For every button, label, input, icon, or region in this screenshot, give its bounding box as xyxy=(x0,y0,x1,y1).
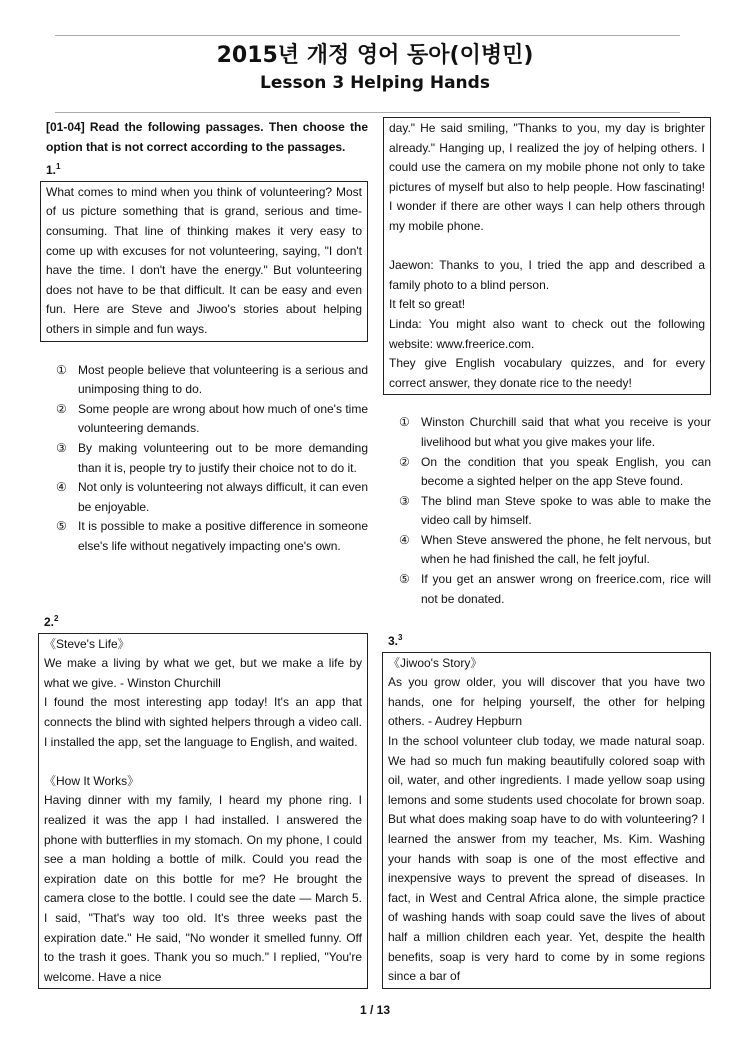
option-mark: ④ xyxy=(56,480,67,495)
option-mark: ③ xyxy=(56,440,67,455)
left-column xyxy=(40,118,368,556)
passage-paragraph: In the school volunteer club today, we made natural soap. We had so much fun making beautifully colored soap with oil, water, and other ingredients. I made yellow soap using lemons and some students used chocolate for brown soap. But what does making soap have to do with volunteering? I learned the answer from my teacher, Ms. Kim. Washing your hands with soap is one of the most effective and inexpensive ways to prevent the spread of diseases. In fact, in West and Central Africa alone, the simple practice of washing hands with soap could save the lives of about half a million children each year. Yet, despite the health benefits, soap is very hard to come by in some regions since a bar of xyxy=(388,733,705,984)
question-1-number xyxy=(40,157,368,181)
passage-paragraph: It felt so great! xyxy=(389,297,466,312)
option-3[interactable] xyxy=(383,492,711,531)
passage-2-box-part2 xyxy=(383,117,711,395)
section-heading: 《Jiwoo's Story》 xyxy=(388,655,483,670)
option-text: The blind man Steve spoke to was able to make the video call by himself. xyxy=(421,493,711,528)
option-text: On the condition that you speak English, you can become a sighted helper on the app Steve found. xyxy=(421,454,711,489)
option-text: By making volunteering out to be more demanding than it is, people try to justify their choice not to do it. xyxy=(78,440,368,475)
option-2[interactable] xyxy=(383,453,711,492)
passage-paragraph: What comes to mind when you think of volunteering? Most of us picture something that is grand, serious and time-consuming. That line of thinking makes it very easy to come up with excuses for not volunteering, saying, "I don't have the time. I don't have the energy." But volunteering does not have to be that difficult. It can be easy and even fun. Here are Steve and Jiwoo's stories about helping others in simple and fun ways. xyxy=(46,184,362,336)
passage-paragraph: Linda: You might also want to check out the following website: www.freerice.com. xyxy=(389,316,705,351)
passage-1-box xyxy=(40,181,368,342)
passage-paragraph: We make a living by what we get, but we make a life by what we give. - Winston Churchill xyxy=(44,656,362,690)
passage-paragraph: Having dinner with my family, I heard my phone ring. I realized it was the app I had installed. I answered the phone with butterflies in my stomach. On my phone, I could see a man holding a bottle of milk. Could you read the expiration date on this bottle for me? He brought the camera close to the bottle. I could see the date — March 5. I said, "That's way too old. It's three weeks past the expiration date." He said, "No wonder it smelled funny. Off to the trash it goes. Thank you so much." I replied, "You're welcome. Have a nice xyxy=(44,793,362,984)
blank-line xyxy=(44,752,362,772)
option-4[interactable] xyxy=(383,531,711,570)
passage-paragraph: They give English vocabulary quizzes, and for every correct answer, they donate rice to the needy! xyxy=(389,356,705,390)
option-text: Not only is volunteering not always difficult, it can even be enjoyable. xyxy=(78,480,368,514)
question-2-number xyxy=(38,609,368,633)
footnote-marker: 2 xyxy=(54,614,59,623)
option-5[interactable] xyxy=(383,570,711,609)
option-1[interactable] xyxy=(40,361,368,400)
option-5[interactable] xyxy=(40,517,368,556)
option-mark: ① xyxy=(56,362,67,377)
passage-paragraph: Jaewon: Thanks to you, I tried the app and described a family photo to a blind person. xyxy=(389,258,705,292)
passage-paragraph: As you grow older, you will discover that you have two hands, one for helping yourself, the other for helping others. - Audrey Hepburn xyxy=(388,675,705,729)
option-mark: ④ xyxy=(399,532,410,547)
question-3-number xyxy=(382,628,711,652)
section-heading: 《Steve's Life》 xyxy=(44,636,130,651)
top-rule xyxy=(55,35,680,36)
option-mark: ② xyxy=(56,401,67,416)
option-2[interactable] xyxy=(40,400,368,439)
question-2-left xyxy=(38,609,368,989)
lesson-subtitle: Lesson 3 Helping Hands xyxy=(260,73,490,93)
footnote-marker: 1 xyxy=(56,162,61,172)
passage-paragraph: I found the most interesting app today! It's an app that connects the blind with sighted helpers through a video call. I installed the app, set the language to English, and waited. xyxy=(44,695,362,749)
passage-paragraph: day." He said smiling, "Thanks to you, my day is brighter already." Hanging up, I realized the joy of helping others. I could use the camera on my mobile phone not only to take pictures of myself but also to help people. How fascinating! I wonder if there are other ways I can help others through my mobile phone. xyxy=(389,121,705,233)
option-text: Some people are wrong about how much of one's time volunteering demands. xyxy=(78,401,368,436)
option-text: When Steve answered the phone, he felt nervous, but when he had finished the call, he felt joyful. xyxy=(421,532,711,567)
option-text: Winston Churchill said that what you receive is your livelihood but what you give makes your life. xyxy=(421,415,711,449)
option-mark: ③ xyxy=(399,493,410,508)
blank-line xyxy=(389,237,705,257)
option-4[interactable] xyxy=(40,478,368,517)
option-mark: ② xyxy=(399,454,410,469)
question-1-options xyxy=(40,361,368,557)
option-1[interactable] xyxy=(383,413,711,452)
question-number: 1. xyxy=(46,163,57,178)
page-number: 1 / 13 xyxy=(359,1003,391,1017)
option-text: It is possible to make a positive difference in someone else's life without negatively impacting one's own. xyxy=(78,519,368,553)
page-title: 2015년 개정 영어 동아(이병민) xyxy=(216,43,534,68)
question-2-options xyxy=(383,413,711,609)
instructions: [01-04] Read the following passages. Then choose the option that is not correct according to the passages. xyxy=(46,120,368,154)
question-number: 2. xyxy=(44,615,55,629)
header-rule xyxy=(55,112,680,113)
passage-2-box-part1 xyxy=(38,633,368,990)
right-column xyxy=(383,117,711,609)
option-mark: ⑤ xyxy=(56,519,67,534)
passage-3-box xyxy=(382,652,711,989)
footnote-marker: 3 xyxy=(398,633,403,642)
option-text: Most people believe that volunteering is a serious and unimposing thing to do. xyxy=(78,362,368,397)
section-heading: 《How It Works》 xyxy=(44,773,140,788)
option-text: If you get an answer wrong on freerice.com, rice will not be donated. xyxy=(421,572,711,606)
question-number: 3. xyxy=(388,634,399,648)
option-3[interactable] xyxy=(40,439,368,478)
option-mark: ① xyxy=(399,415,410,430)
option-mark: ⑤ xyxy=(399,572,410,587)
question-3 xyxy=(382,628,711,989)
